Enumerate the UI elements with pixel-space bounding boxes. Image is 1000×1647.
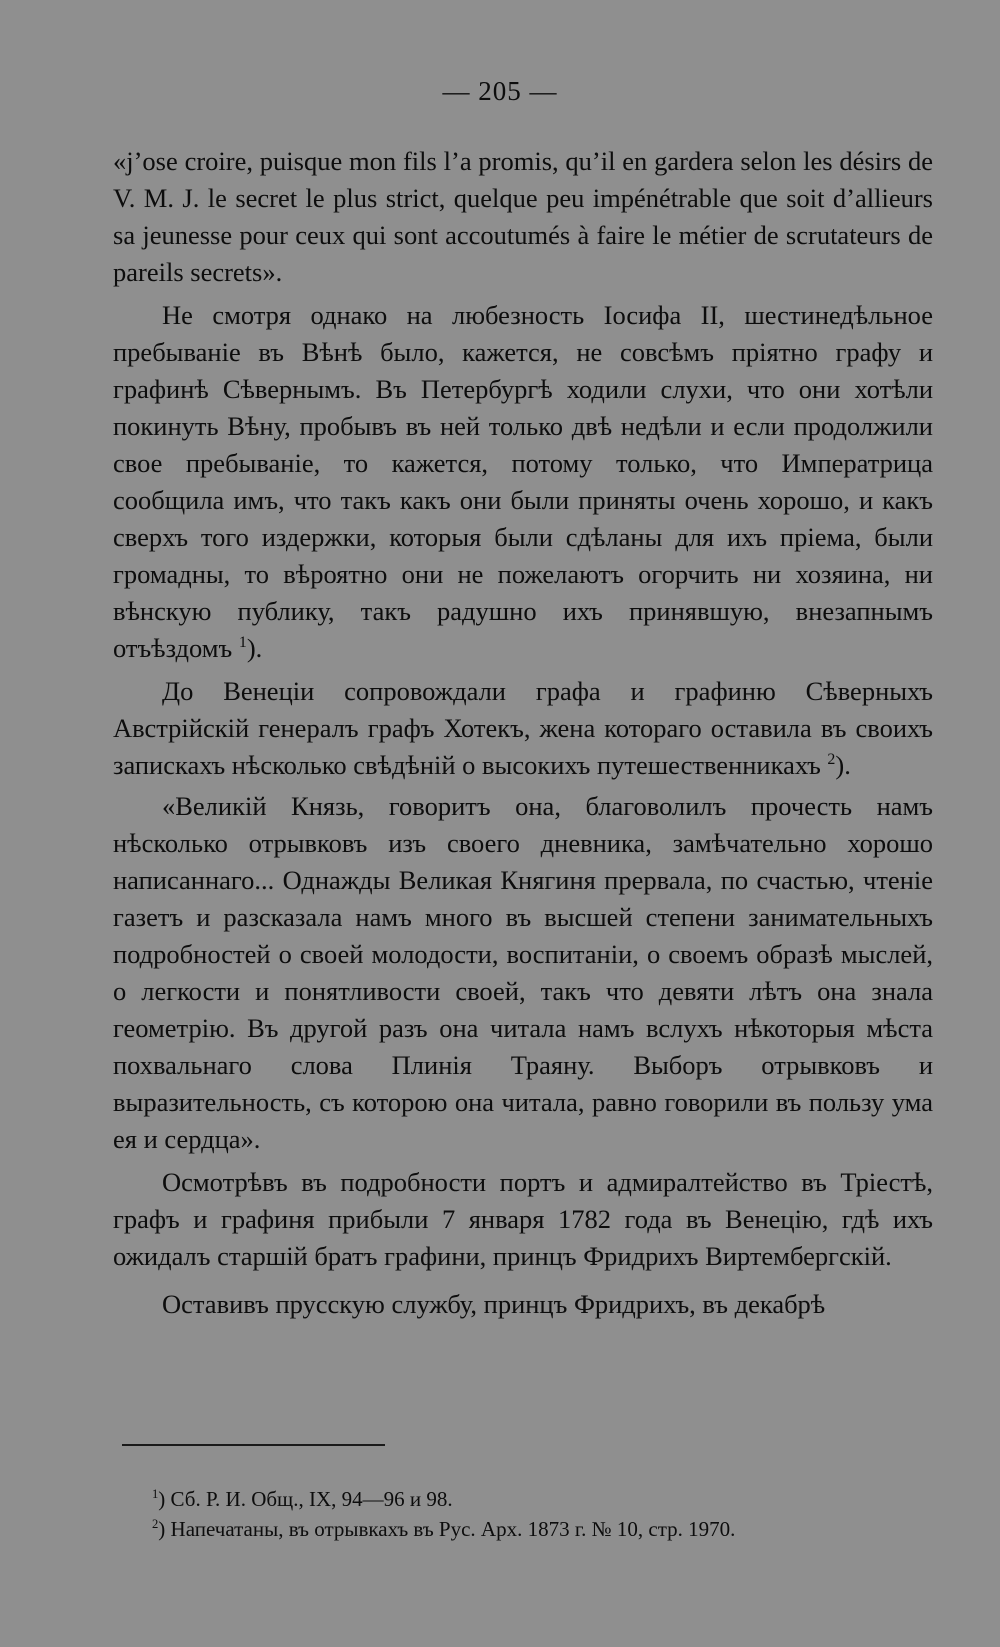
footnote-1 (152, 1484, 932, 1514)
footnote-ref-1-punct: . (255, 633, 263, 663)
paragraph-3 (113, 673, 933, 784)
footnote-divider (122, 1444, 385, 1446)
footnote-1-mark: 1 (152, 1487, 159, 1501)
paragraph-5: Осмотрѣвъ въ подробности портъ и адмиралтейство въ Тріестѣ, графъ и графиня прибыли 7 января 1782 года въ Венецію, гдѣ ихъ ожидалъ старшій братъ графини, принцъ Фридрихъ Виртембергскій. (113, 1167, 933, 1271)
footnote-2-mark: 2 (152, 1517, 159, 1531)
paragraph-1: «j’ose croire, puisque mon fils l’a promis, qu’il en gardera selon les désirs de V. M. J. le secret le plus strict, quelque peu impénétrable que soit d’allieurs sa jeunesse pour ceux qui sont accoutumés à faire le métier de scrutateurs de pareils secrets». (113, 146, 933, 287)
paragraph-2-text: Не смотря однако на любезность Іосифа II, шестинедѣльное пребываніе въ Вѣнѣ было, кажется, не совсѣмъ пріятно графу и графинѣ Сѣвернымъ. Въ Петербургѣ ходили слухи, что они хотѣли покинуть Вѣну, пробывъ въ ней только двѣ недѣли и если продолжили свое пребываніе, то кажется, потому только, что Императрица сообщила имъ, что такъ какъ они были приняты очень хорошо, и какъ сверхъ того издержки, которыя были сдѣланы для ихъ пріема, были громадны, то вѣроятно они не пожелаютъ огорчить ни хозяина, ни вѣнскую публику, такъ радушно ихъ принявшую, внезапнымъ отъѣздомъ (113, 300, 933, 663)
page-number: — 205 — (442, 76, 558, 106)
paragraph-2: Не смотря однако на любезность Іосифа II, шестинедѣльное пребываніе въ Вѣнѣ было, кажется, не совсѣмъ пріятно графу и графинѣ Сѣвернымъ. Въ Петербургѣ ходили слухи, что они хотѣли покинуть Вѣну, пробывъ въ ней только двѣ недѣли и если продолжили свое пребываніе, то кажется, потому только, что Императрица сообщила имъ, что такъ какъ они были приняты очень хорошо, и какъ сверхъ того издержки, которыя были сдѣланы для ихъ пріема, были громадны, то вѣроятно они не пожелаютъ огорчить ни хозяина, ни вѣнскую публику, такъ радушно ихъ принявшую, внезапнымъ отъѣздомъ $^1$). (113, 300, 933, 663)
body-text (113, 143, 933, 1329)
footnote-2 (152, 1514, 932, 1544)
footnote-ref-2-punct: ). (835, 750, 851, 780)
footnote-2-text: ) Напечатаны, въ отрывкахъ въ Рус. Арх. 1873 г. № 10, стр. 1970. (158, 1517, 736, 1541)
paragraph-4: «Великій Князь, говоритъ она, благоволилъ прочесть намъ нѣсколько отрывковъ изъ своего дневника, замѣчательно хорошо написаннаго... Однажды Великая Княгиня прервала, по счастью, чтеніе газетъ и разсказала намъ много въ высшей степени занимательныхъ подробностей о своей молодости, воспитаніи, о своемъ образѣ мыслей, о легкости и понятливости своей, такъ что девяти лѣтъ она знала геометрію. Въ другой разъ она читала намъ вслухъ нѣкоторыя мѣста похвальнаго слова Плинія Траяну. Выборъ отрывковъ и выразительность, съ которою она читала, равно говорили въ пользу ума ея и сердца». (113, 791, 933, 1154)
footnote-ref-1: 1 (238, 634, 247, 652)
footnote-1-text: ) Сб. Р. И. Общ., IX, 94—96 и 98. (158, 1487, 453, 1511)
footnote-ref-2: 2 (827, 751, 836, 769)
paragraph-6: Оставивъ прусскую службу, принцъ Фридрихъ, въ декабрѣ (162, 1289, 826, 1319)
footnotes (152, 1484, 932, 1544)
paragraph-3-text: До Венеціи сопровождали графа и графиню Сѣверныхъ Австрійскій генералъ графъ Хотекъ, жена котораго оставила въ своихъ запискахъ нѣсколько свѣдѣній о высокихъ путешественникахъ (113, 676, 933, 780)
